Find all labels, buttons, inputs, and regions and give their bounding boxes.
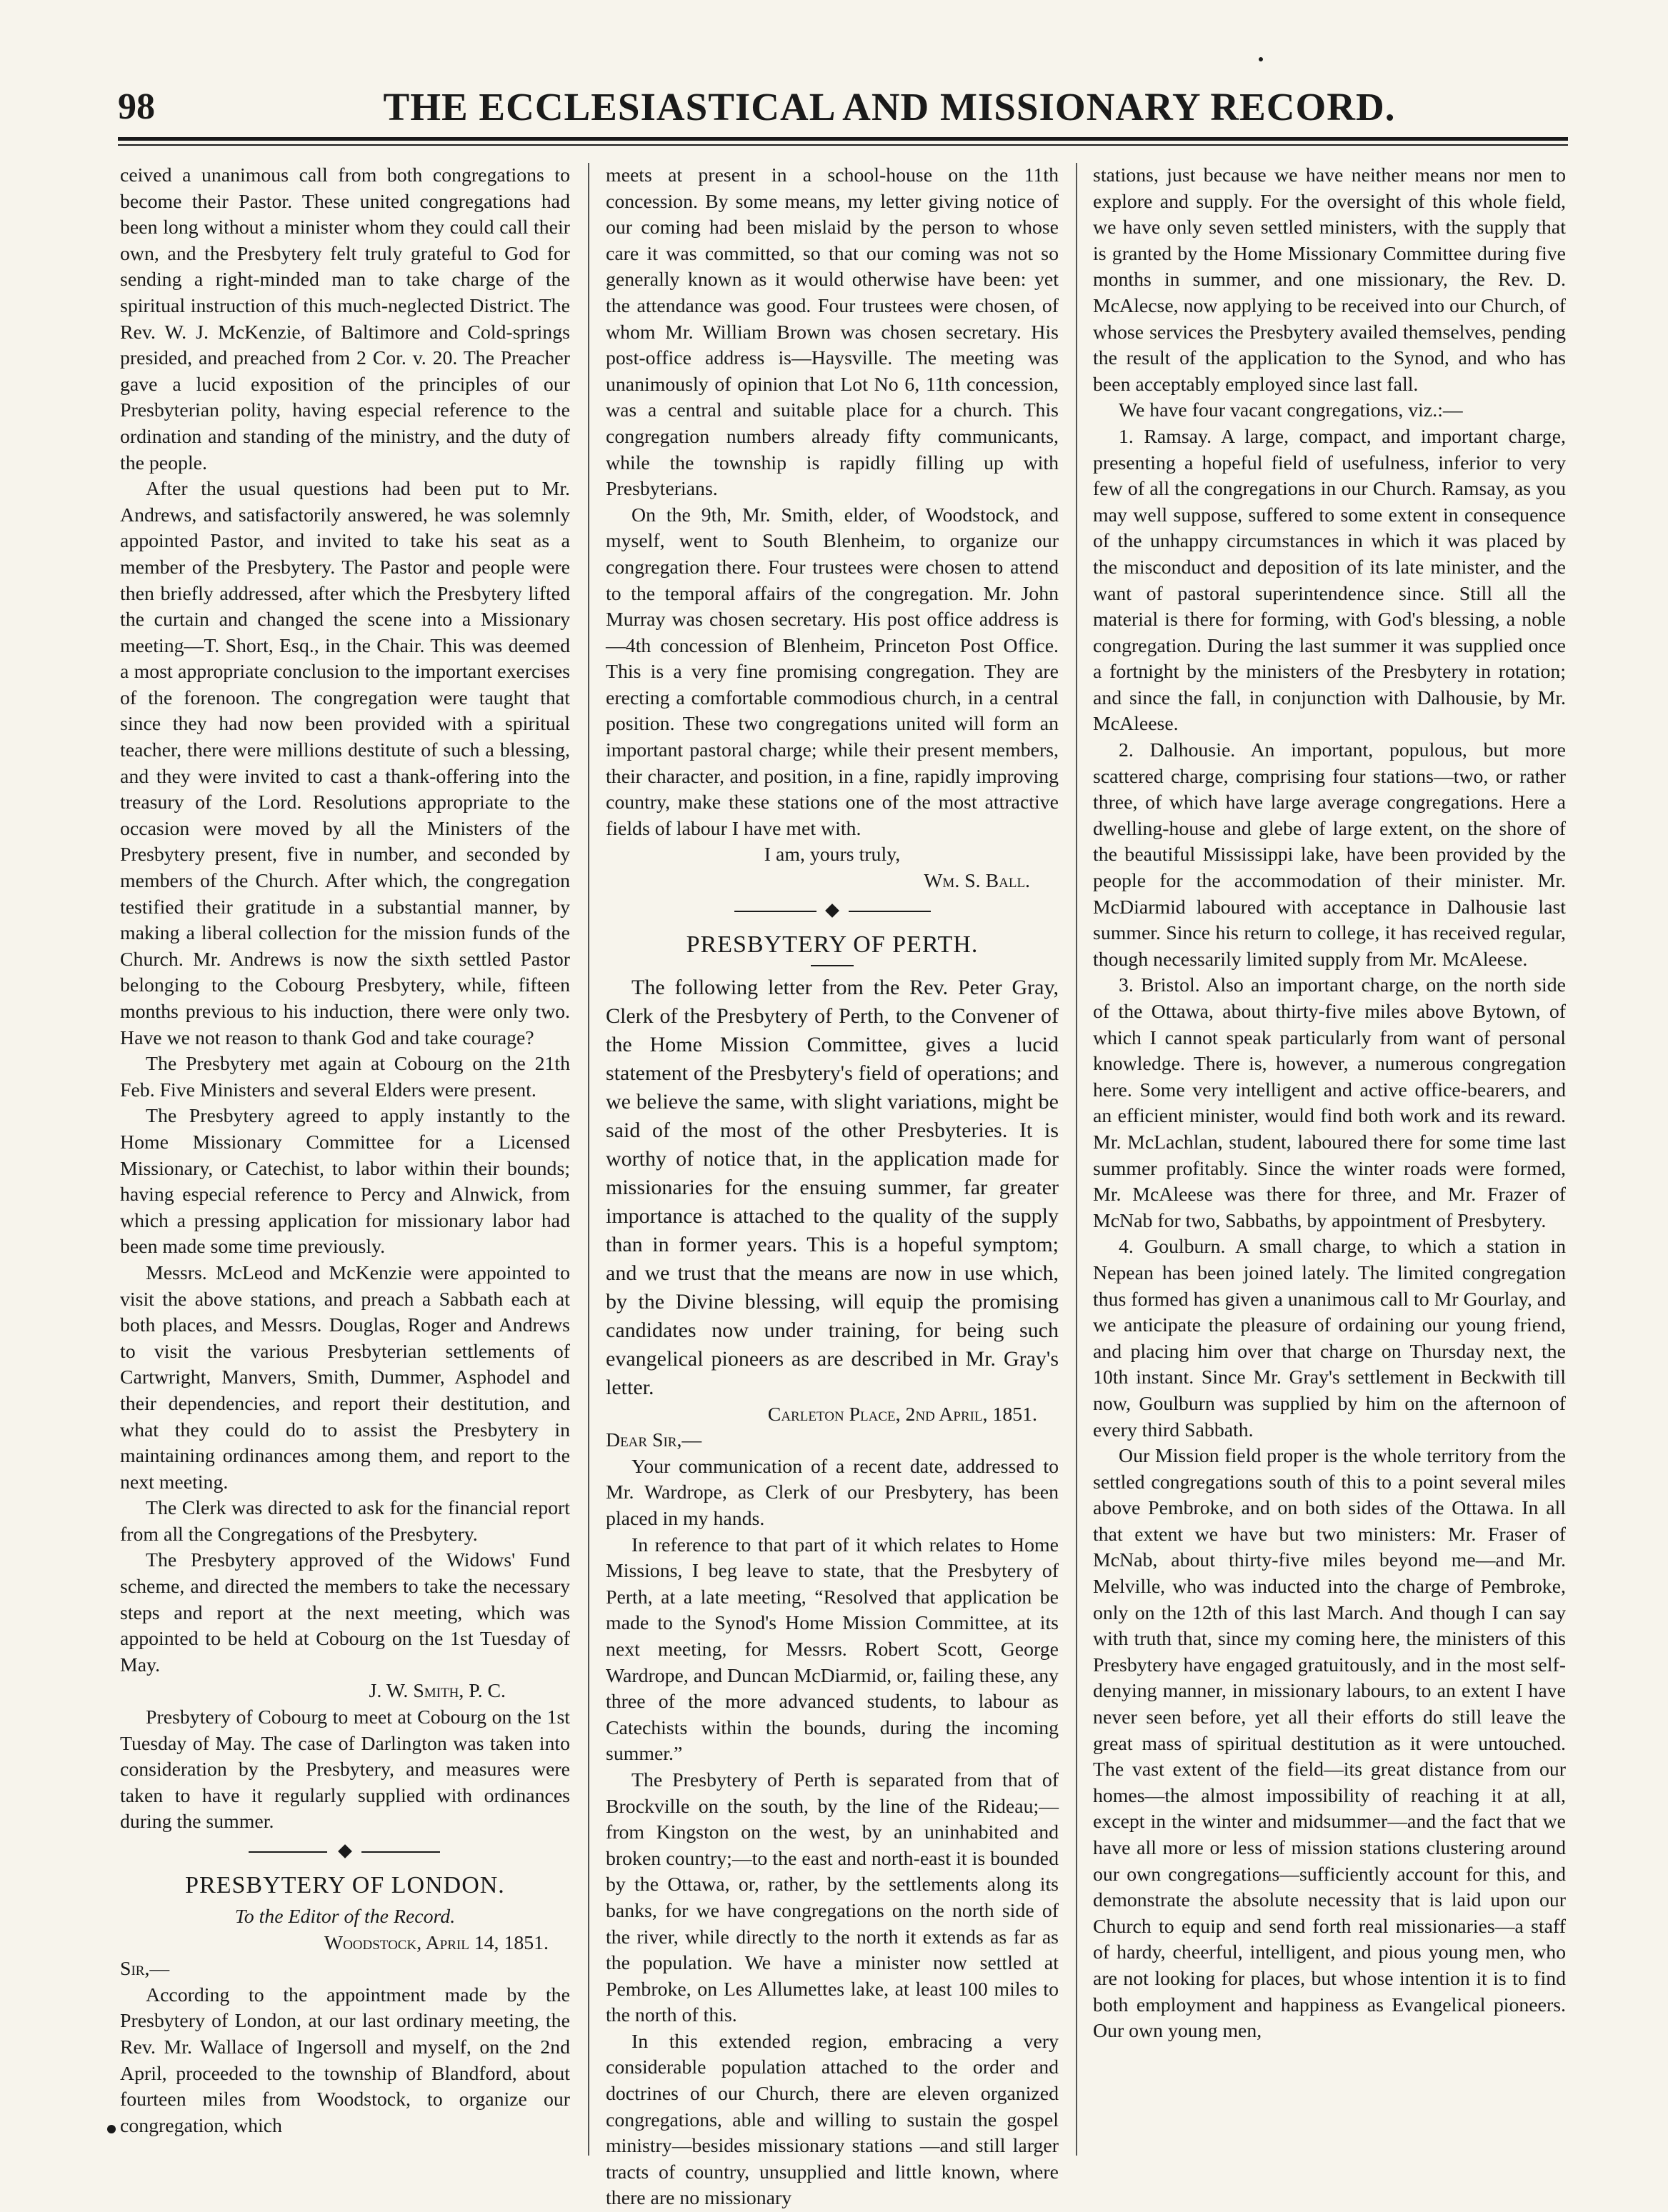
paragraph: We have four vacant congregations, viz.:— bbox=[1119, 399, 1463, 422]
signature: Wm. S. Ball. bbox=[924, 870, 1030, 893]
paragraph: The Presbytery agreed to apply instantly to the Home Missionary Committee for a Licensed Missionary, or Catechist, to labor within their bounds; having especial reference to Percy and Alnwick, from which a pressing application for missionary labor had been made some time previously. bbox=[120, 1105, 570, 1258]
paragraph: Presbytery of Cobourg to meet at Cobourg on the 1st Tuesday of May. The case of Darlington was taken into consideration by the Presbytery, and measures were taken to have it regularly supplied with ordinances during the summer. bbox=[120, 1706, 570, 1833]
paragraph: ceived a unanimous call from both congregations to become their Pastor. These united congregations had been long without a minister whom they could call their own, and the Presbytery felt truly grateful to God for sending a right-minded man to take charge of the spiritual instruction of this much-neglected District. The Rev. W. J. McKenzie, of Baltimore and Cold-springs presided, and preached from 2 Cor. v. 20. The Preacher gave a lucid exposition of the principles of our Presbyterian polity, having especial reference to the ordination and standing of the ministry, and the duty of the people. bbox=[120, 164, 570, 474]
salutation: Dear Sir,— bbox=[606, 1429, 702, 1452]
signature: J. W. Smith, P. C. bbox=[369, 1680, 506, 1703]
section-ornament bbox=[606, 901, 1059, 922]
paragraph: 3. Bristol. Also an important charge, on the north side of the Ottawa, about thirty-five miles above Bytown, of which I cannot speak particularly from want of personal knowledge. There is, however, a numerous congregation here. Some very intelligent and active office-bearers, and an efficient minister, would find both work and its reward. Mr. McLachlan, student, laboured there for some time last summer profitably. Since the winter roads were formed, Mr. McAleese was there for three, and Mr. Frazer of McNab for two, Sabbaths, by appointment of Presbytery. bbox=[1093, 974, 1566, 1232]
paragraph: meets at present in a school-house on the 11th concession. By some means, my letter giving notice of our coming had been mislaid by the person to whose care it was committed, so that our coming was not so generally known as it would otherwise have been: yet the attendance was good. Four trustees were chosen, of whom Mr. William Brown was chosen secretary. His post-office address is—Haysville. The meeting was unanimously of opinion that Lot No 6, 11th concession, was a central and suitable place for a church. This congregation numbers already fifty communicants, while the township is rapidly filling up with Presbyterians. bbox=[606, 164, 1059, 501]
running-title: THE ECCLESIASTICAL AND MISSIONARY RECORD. bbox=[383, 85, 1396, 129]
paragraph: The Clerk was directed to ask for the financial report from all the Congregations of the Presbytery. bbox=[120, 1497, 570, 1546]
column-3 bbox=[1093, 163, 1566, 2156]
paragraph: stations, just because we have neither means nor men to explore and supply. For the oversight of this whole field, we have only seven settled ministers, with the supply that is granted by the Home Missionary Committee during five months in summer, and one missionary, the Rev. D. McAlecse, now applying to be received into our Church, of whose services the Presbytery availed themselves, pending the result of the application to the Synod, and who has been acceptably employed since last fall. bbox=[1093, 164, 1566, 396]
paragraph: 1. Ramsay. A large, compact, and important charge, presenting a hopeful field of usefulness, inferior to very few of all the congregations in our Church. Ramsay, as you may well suppose, suffered to some extent in consequence of the unhappy circumstances in which it was placed by the misconduct and deposition of its late minister, and the want of pastoral superintendence since. Still all the material is there for forming, with God's blessing, a noble congregation. During the last summer it was supplied once a fortnight by the ministers of the Presbytery in rotation; and since the fall, in conjunction with Dalhousie, by Mr. McAleese. bbox=[1093, 425, 1566, 736]
paragraph: 4. Goulburn. A small charge, to which a station in Nepean has been joined lately. The limited congregation thus formed has given a unanimous call to Mr Gourlay, and we anticipate the pleasure of ordaining our young friend, and placing him over that charge on Thursday next, the 10th instant. Since Mr. Gray's settlement in Beckwith till now, Goulburn was supplied by him on the afternoon of every third Sabbath. bbox=[1093, 1236, 1566, 1441]
column-2 bbox=[606, 163, 1059, 2210]
page-header bbox=[118, 77, 1568, 134]
paragraph: 2. Dalhousie. An important, populous, but more scattered charge, comprising four stations—two, or rather three, of which have large average congregations. Here a dwelling-house and glebe of large extent, on the shore of the beautiful Mississippi lake, have been provided by the people for the accommodation of their minister. Mr. McDiarmid laboured with acceptance in Dalhousie last summer. Since his return to college, it has received regular, though necessarily limited supply from Mr. McAleese. bbox=[1093, 739, 1566, 971]
heading-dash bbox=[811, 965, 854, 966]
section-subheading: To the Editor of the Record. bbox=[234, 1906, 456, 1928]
paragraph: After the usual questions had been put to Mr. Andrews, and satisfactorily answered, he was solemnly appointed Pastor, and invited to take his seat as a member of the Presbytery. The Pastor and people were then briefly addressed, after which the Presbytery lifted the curtain and changed the scene into a Missionary meeting—T. Short, Esq., in the Chair. This was deemed a most appropriate conclusion to the important exercises of the forenoon. The congregation were taught that since they had now been provided with a spiritual teacher, there were millions destitute of such a blessing, and they were invited to cast a thank-offering into the treasury of the Lord. Resolutions appropriate to the occasion were moved by all the Ministers of the Presbytery present, five in number, and seconded by members of the Church. After which, the congregation testified their gratitude in a substantial manner, by making a liberal collection for the mission funds of the Church. Mr. Andrews is now the sixth settled Pastor belonging to the Cobourg Presbytery, while, fifteen months previous to his induction, there were only two. Have we not reason to thank God and take courage? bbox=[120, 478, 570, 1049]
dateline: Woodstock, April 14, 1851. bbox=[324, 1931, 549, 1954]
page-number: 98 bbox=[118, 86, 155, 127]
section-heading: PRESBYTERY OF PERTH. bbox=[686, 931, 979, 958]
paragraph: On the 9th, Mr. Smith, elder, of Woodstock, and myself, went to South Blenheim, to organize our congregation there. Four trustees were chosen to attend to the temporal affairs of the congregation. Mr. John Murray was chosen secretary. His post office address is—4th concession of Blenheim, Princeton Post Office. This is a very fine promising congregation. They are erecting a comfortable commodious church, in a central position. These two congregations united will form an important pastoral charge; while their present members, their character, and position, in a fine, rapidly improving country, make these stations one of the most attractive fields of labour I have met with. bbox=[606, 504, 1059, 840]
paragraph: The Presbytery approved of the Widows' Fund scheme, and directed the members to take the necessary steps and report at the next meeting, which was appointed to be held at Cobourg on the 1st Tuesday of May. bbox=[120, 1549, 570, 1676]
paragraph: Messrs. McLeod and McKenzie were appointed to visit the above stations, and preach a Sabbath each at both places, and Messrs. Douglas, Roger and Andrews to visit the various Presbyterian settlements of Cartwright, Manvers, Smith, Dummer, Asphodel and their dependencies, and report their destitution, and what they could do to assist the Presbytery in maintaining ordinances among them, and report to the next meeting. bbox=[120, 1261, 570, 1493]
paragraph: In this extended region, embracing a very considerable population attached to the order and doctrines of our Church, there are eleven organized congregations, able and willing to sustain the gospel ministry—besides missionary stations —and still larger tracts of country, unsupplied and little known, where there are no missionary bbox=[606, 2030, 1059, 2210]
paragraph: In reference to that part of it which relates to Home Missions, I beg leave to state, that the Presbytery of Perth, at a late meeting, “Resolved that application be made to the Synod's Home Mission Committee, at its next meeting, for Messrs. Robert Scott, George Wardrope, and Duncan McDiarmid, or, failing these, any three of the more advanced students, to labour as Catechists within the bounds, during the incoming summer.” bbox=[606, 1533, 1059, 1766]
section-ornament bbox=[120, 1841, 570, 1863]
header-rule-thin bbox=[118, 144, 1568, 146]
paragraph: The following letter from the Rev. Peter Gray, Clerk of the Presbytery of Perth, to the Convener of the Home Mission Committee, gives a lucid statement of the Presbytery's field of operations; and we believe the same, with slight variations, might be said of the most of the other Presbyteries. It is worthy of notice that, in the application made for missionaries for the ensuing summer, far greater importance is attached to the quality of the supply than in former years. This is a hopeful symptom; and we trust that the means are now in use which, by the Divine blessing, will equip the promising candidates now under training, for being such evangelical pioneers as are described in Mr. Gray's letter. bbox=[606, 975, 1059, 1399]
print-speck bbox=[1259, 57, 1263, 61]
section-heading: PRESBYTERY OF LONDON. bbox=[185, 1872, 505, 1898]
paragraph: According to the appointment made by the Presbytery of London, at our last ordinary meeting, the Rev. Mr. Wallace of Ingersoll and myself, on the 2nd April, proceeded to the township of Blandford, about fourteen miles from Woodstock, to organize our congregation, which bbox=[120, 1983, 570, 2137]
paragraph: The Presbytery met again at Cobourg on the 21th Feb. Five Ministers and several Elders were present. bbox=[120, 1053, 570, 1101]
paragraph: Your communication of a recent date, addressed to Mr. Wardrope, as Clerk of our Presbytery, has been placed in my hands. bbox=[606, 1455, 1059, 1530]
print-speck bbox=[107, 2125, 116, 2133]
column-1 bbox=[120, 163, 570, 2156]
paragraph: Our Mission field proper is the whole territory from the settled congregations south of this to a point several miles above Pembroke, and on both sides of the Ottawa. In all that extent we have but two ministers: Mr. Fraser of McNab, about thirty-five miles beyond me—and Mr. Melville, who was inducted into the charge of Pembroke, only on the 12th of this last March. And though I can say with truth that, since my coming here, the ministers of this Presbytery have engaged gratuitously, and in the most self-denying manner, in missionary labours, to an extent I have never seen before, yet all their efforts do still leave the great mass of spiritual destitution as it were untouched. The vast extent of the field—its great distance from our homes—the almost impossibility of reaching it at all, except in the winter and midsummer—and the fact that we have all more or less of mission stations clustering around our own congregations—sufficiently account for this, and demonstrate the absolute necessity that is laid upon our Church to equip and send forth real missionaries—a staff of hardy, cheerful, intelligent, and pious young men, who are not looking for places, but whose intention it is to find both employment and happiness as Evangelical pioneers. Our own young men, bbox=[1093, 1445, 1566, 2043]
header-rule-thick bbox=[118, 137, 1568, 141]
salutation: Sir,— bbox=[120, 1958, 170, 1981]
paragraph: The Presbytery of Perth is separated from that of Brockville on the south, by the line of the Rideau;—from Kingston on the west, by an uninhabited and broken country;—to the east and north-east it is bounded by the Ottawa, or, rather, by the settlements along its banks, for we have congregations on the north side of the river, while directly to the north it extends as far as the population. We have a minister now settled at Pembroke, on Les Allumettes lake, at least 100 miles to the north of this. bbox=[606, 1768, 1059, 2027]
dateline: Carleton Place, 2nd April, 1851. bbox=[767, 1403, 1037, 1426]
letter-closing: I am, yours truly, bbox=[764, 844, 901, 866]
column-separator bbox=[588, 163, 589, 2156]
column-separator bbox=[1076, 163, 1077, 2156]
